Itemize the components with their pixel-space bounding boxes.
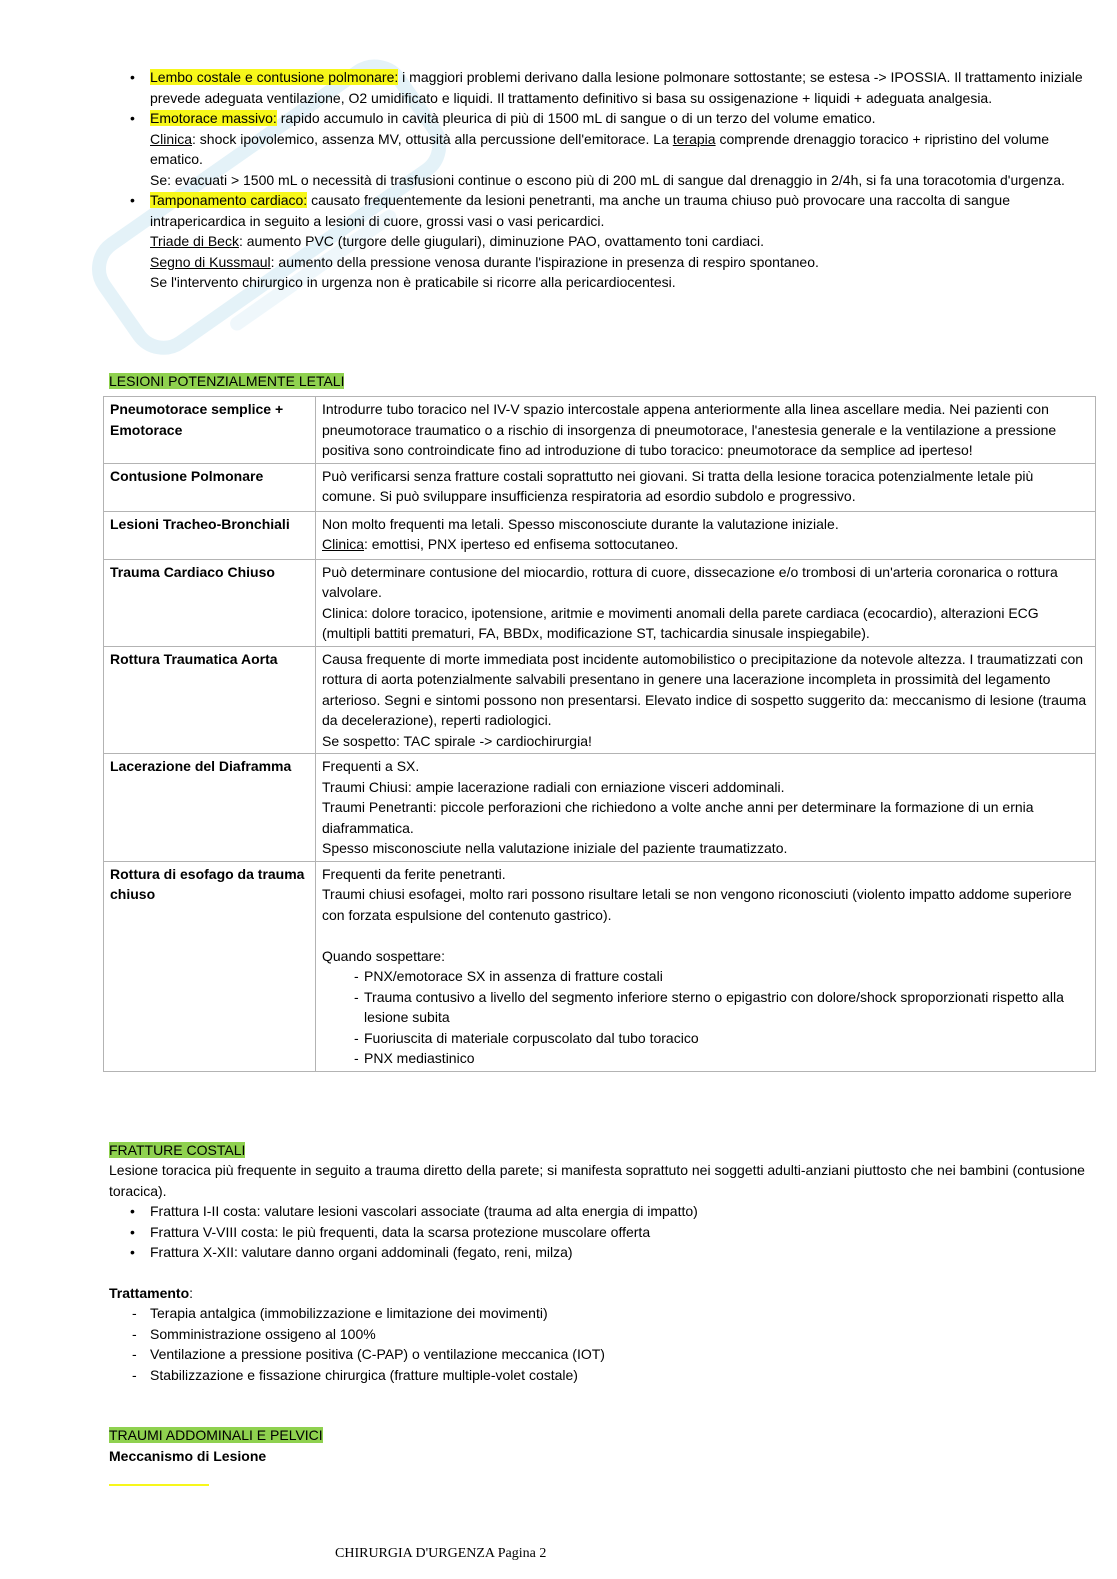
lesions-table — [103, 396, 1096, 1072]
highlight-term: Emotorace massivo: — [150, 110, 277, 126]
list-item: - Trauma contusivo a livello del segmento inferiore sterno o epigastrio con dolore/shock sproporzionati rispetto alla lesione subita — [354, 987, 1089, 1028]
section-title-traumi: TRAUMI ADDOMINALI E PELVICI — [109, 1427, 323, 1443]
lesion-description: Frequenti a SX. Traumi Chiusi: ampie lacerazione radiali con erniazione visceri addominali. Traumi Penetranti: piccole perforazioni che richiedono a volte anche anni per determinare la formazione di un ernia diaframmatica. Spesso misconosciute nella valutazione iniziale del paziente traumatizzato. — [316, 754, 1096, 862]
list-item: - Somministrazione ossigeno al 100% — [150, 1324, 1095, 1345]
top-bullet-list — [150, 67, 1095, 293]
lesion-name: Trauma Cardiaco Chiuso — [104, 559, 316, 646]
list-item: - Stabilizzazione e fissazione chirurgica (fratture multiple-volet costale) — [150, 1365, 1095, 1386]
highlight-term: Tamponamento cardiaco: — [150, 192, 308, 208]
lesion-name: Contusione Polmonare — [104, 463, 316, 511]
list-item: • Frattura X-XII: valutare danno organi addominali (fegato, reni, milza) — [150, 1242, 1095, 1263]
bullet-tamponamento: • Tamponamento cardiaco: causato frequentemente da lesioni penetranti, ma anche un trauma chiuso può provocare una raccolta di sangue intrapericardica in seguito a lesioni di cuore, grossi vasi o vasi pericardici. Triade di Beck: aumento PVC (turgore delle giugulari), diminuzione PAO, ovattamento toni cardiaci. Segno di Kussmaul: aumento della pressione venosa durante l'ispirazione in presenza di respiro spontaneo. Se l'intervento chirurgico in urgenza non è praticabile si ricorre alla pericardiocentesi. — [150, 190, 1095, 293]
table-row — [104, 559, 1096, 646]
table-row — [104, 463, 1096, 511]
list-item: - Fuoriuscita di materiale corpuscolato dal tubo toracico — [354, 1028, 1089, 1049]
lesion-name: Lesioni Tracheo-Bronchiali — [104, 511, 316, 559]
page-footer: CHIRURGIA D'URGENZA Pagina 2 — [335, 1546, 547, 1561]
bullet-emotorace: • Emotorace massivo: rapido accumulo in cavità pleurica di più di 1500 mL di sangue o di un terzo del volume ematico. Clinica: shock ipovolemico, assenza MV, ottusità alla percussione dell'emitorace. La terapia comprende drenaggio toracico + ripristino del volume ematico. Se: evacuati > 1500 mL o necessità di trasfusioni continue o escono più di 200 mL di sangue dal drenaggio in 2/4h, si fa una toracotomia d'urgenza. — [150, 108, 1095, 190]
list-item: - PNX/emotorace SX in assenza di fratture costali — [354, 966, 1089, 987]
table-row — [104, 646, 1096, 754]
fratture-bullet-list — [150, 1201, 1095, 1263]
suspect-list — [322, 966, 1089, 1069]
list-item: - Ventilazione a pressione positiva (C-PAP) o ventilazione meccanica (IOT) — [150, 1344, 1095, 1365]
trattamento-list — [150, 1303, 1095, 1385]
list-item: - Terapia antalgica (immobilizzazione e limitazione dei movimenti) — [150, 1303, 1095, 1324]
lesion-description: Non molto frequenti ma letali. Spesso misconosciute durante la valutazione iniziale. Clinica: emottisi, PNX iperteso ed enfisema sottocutaneo. — [316, 511, 1096, 559]
lesion-description: Può determinare contusione del miocardio, rottura di cuore, dissecazione e/o trombosi di un'arteria coronarica o rottura valvolare. Clinica: dolore toracico, ipotensione, aritmie e movimenti anomali della parete cardiaca (ecocardio), alterazioni ECG (multipli battiti prematuri, FA, BBDx, modificazione ST, tachicardia sinusale inspiegabile). — [316, 559, 1096, 646]
table-row — [104, 397, 1096, 464]
highlight-line — [109, 1484, 209, 1486]
lesion-name: Rottura Traumatica Aorta — [104, 646, 316, 754]
lesion-name: Rottura di esofago da trauma chiuso — [104, 861, 316, 1071]
lesion-description: Causa frequente di morte immediata post incidente automobilistico o precipitazione da notevole altezza. I traumatizzati con rottura di aorta potenzialmente salvabili presentano in genere una lacerazione incompleta in prossimità del legamento arterioso. Segni e sintomi possono non presentarsi. Elevato indice di sospetto suggerito da: meccanismo di lesione (trauma da decelerazione), reperti radiologici. Se sospetto: TAC spirale -> cardiochirurgia! — [316, 646, 1096, 754]
table-row — [104, 861, 1096, 1071]
highlight-term: Lembo costale e contusione polmonare: — [150, 69, 399, 85]
lesion-name: Pneumotorace semplice + Emotorace — [104, 397, 316, 464]
list-item: • Frattura V-VIII costa: le più frequenti, data la scarsa protezione muscolare offerta — [150, 1222, 1095, 1243]
list-item: - PNX mediastinico — [354, 1048, 1089, 1069]
lesion-description: Può verificarsi senza fratture costali soprattutto nei giovani. Si tratta della lesione toracica potenzialmente letale più comune. Si può sviluppare insufficienza respiratoria ad esordio subdolo e progressivo. — [316, 463, 1096, 511]
meccanismo-heading: Meccanismo di Lesione — [109, 1448, 267, 1464]
table-row — [104, 511, 1096, 559]
list-item: • Frattura I-II costa: valutare lesioni vascolari associate (trauma ad alta energia di impatto) — [150, 1201, 1095, 1222]
section-title-lesioni: LESIONI POTENZIALMENTE LETALI — [109, 373, 345, 389]
table-row — [104, 754, 1096, 862]
lesion-name: Lacerazione del Diaframma — [104, 754, 316, 862]
trattamento-heading: Trattamento: — [109, 1285, 194, 1301]
bullet-lembo-costale: • Lembo costale e contusione polmonare: i maggiori problemi derivano dalla lesione polmonare sottostante; se estesa -> IPOSSIA. Il trattamento iniziale prevede adeguata ventilazione, O2 umidificato e liquidi. Il trattamento definitivo si basa su ossigenazione + liquidi + adeguata analgesia. — [150, 67, 1095, 108]
fratture-intro: Lesione toracica più frequente in seguito a trauma diretto della parete; si manifesta soprattuto nei soggetti adulti-anziani piuttosto che nei bambini (contusione toracica). — [109, 1162, 1085, 1199]
lesion-description: Frequenti da ferite penetranti. Traumi chiusi esofagei, molto rari possono risultare letali se non vengono riconosciuti (violento impatto addome superiore con forzata espulsione del contenuto gastrico). Quando sospettare: - PNX/emotorace SX in assenza di fratture costali - Trauma contusivo a livello del segmento inferiore sterno o epigastrio con dolore/shock sproporzionati rispetto alla lesione subita - Fuoriuscita di materiale corpuscolato dal tubo toracico - PNX mediastinico — [316, 861, 1096, 1071]
section-title-fratture: FRATTURE COSTALI — [109, 1142, 246, 1158]
lesion-description: Introdurre tubo toracico nel IV-V spazio intercostale appena anteriormente alla linea ascellare media. Nei pazienti con pneumotorace traumatico o a rischio di insorgenza di pneumotorace, l'anestesia generale e la ventilazione a pressione positiva sono controindicate fino ad introduzione di tubo toracico: pneumotorace da semplice ad iperteso! — [316, 397, 1096, 464]
